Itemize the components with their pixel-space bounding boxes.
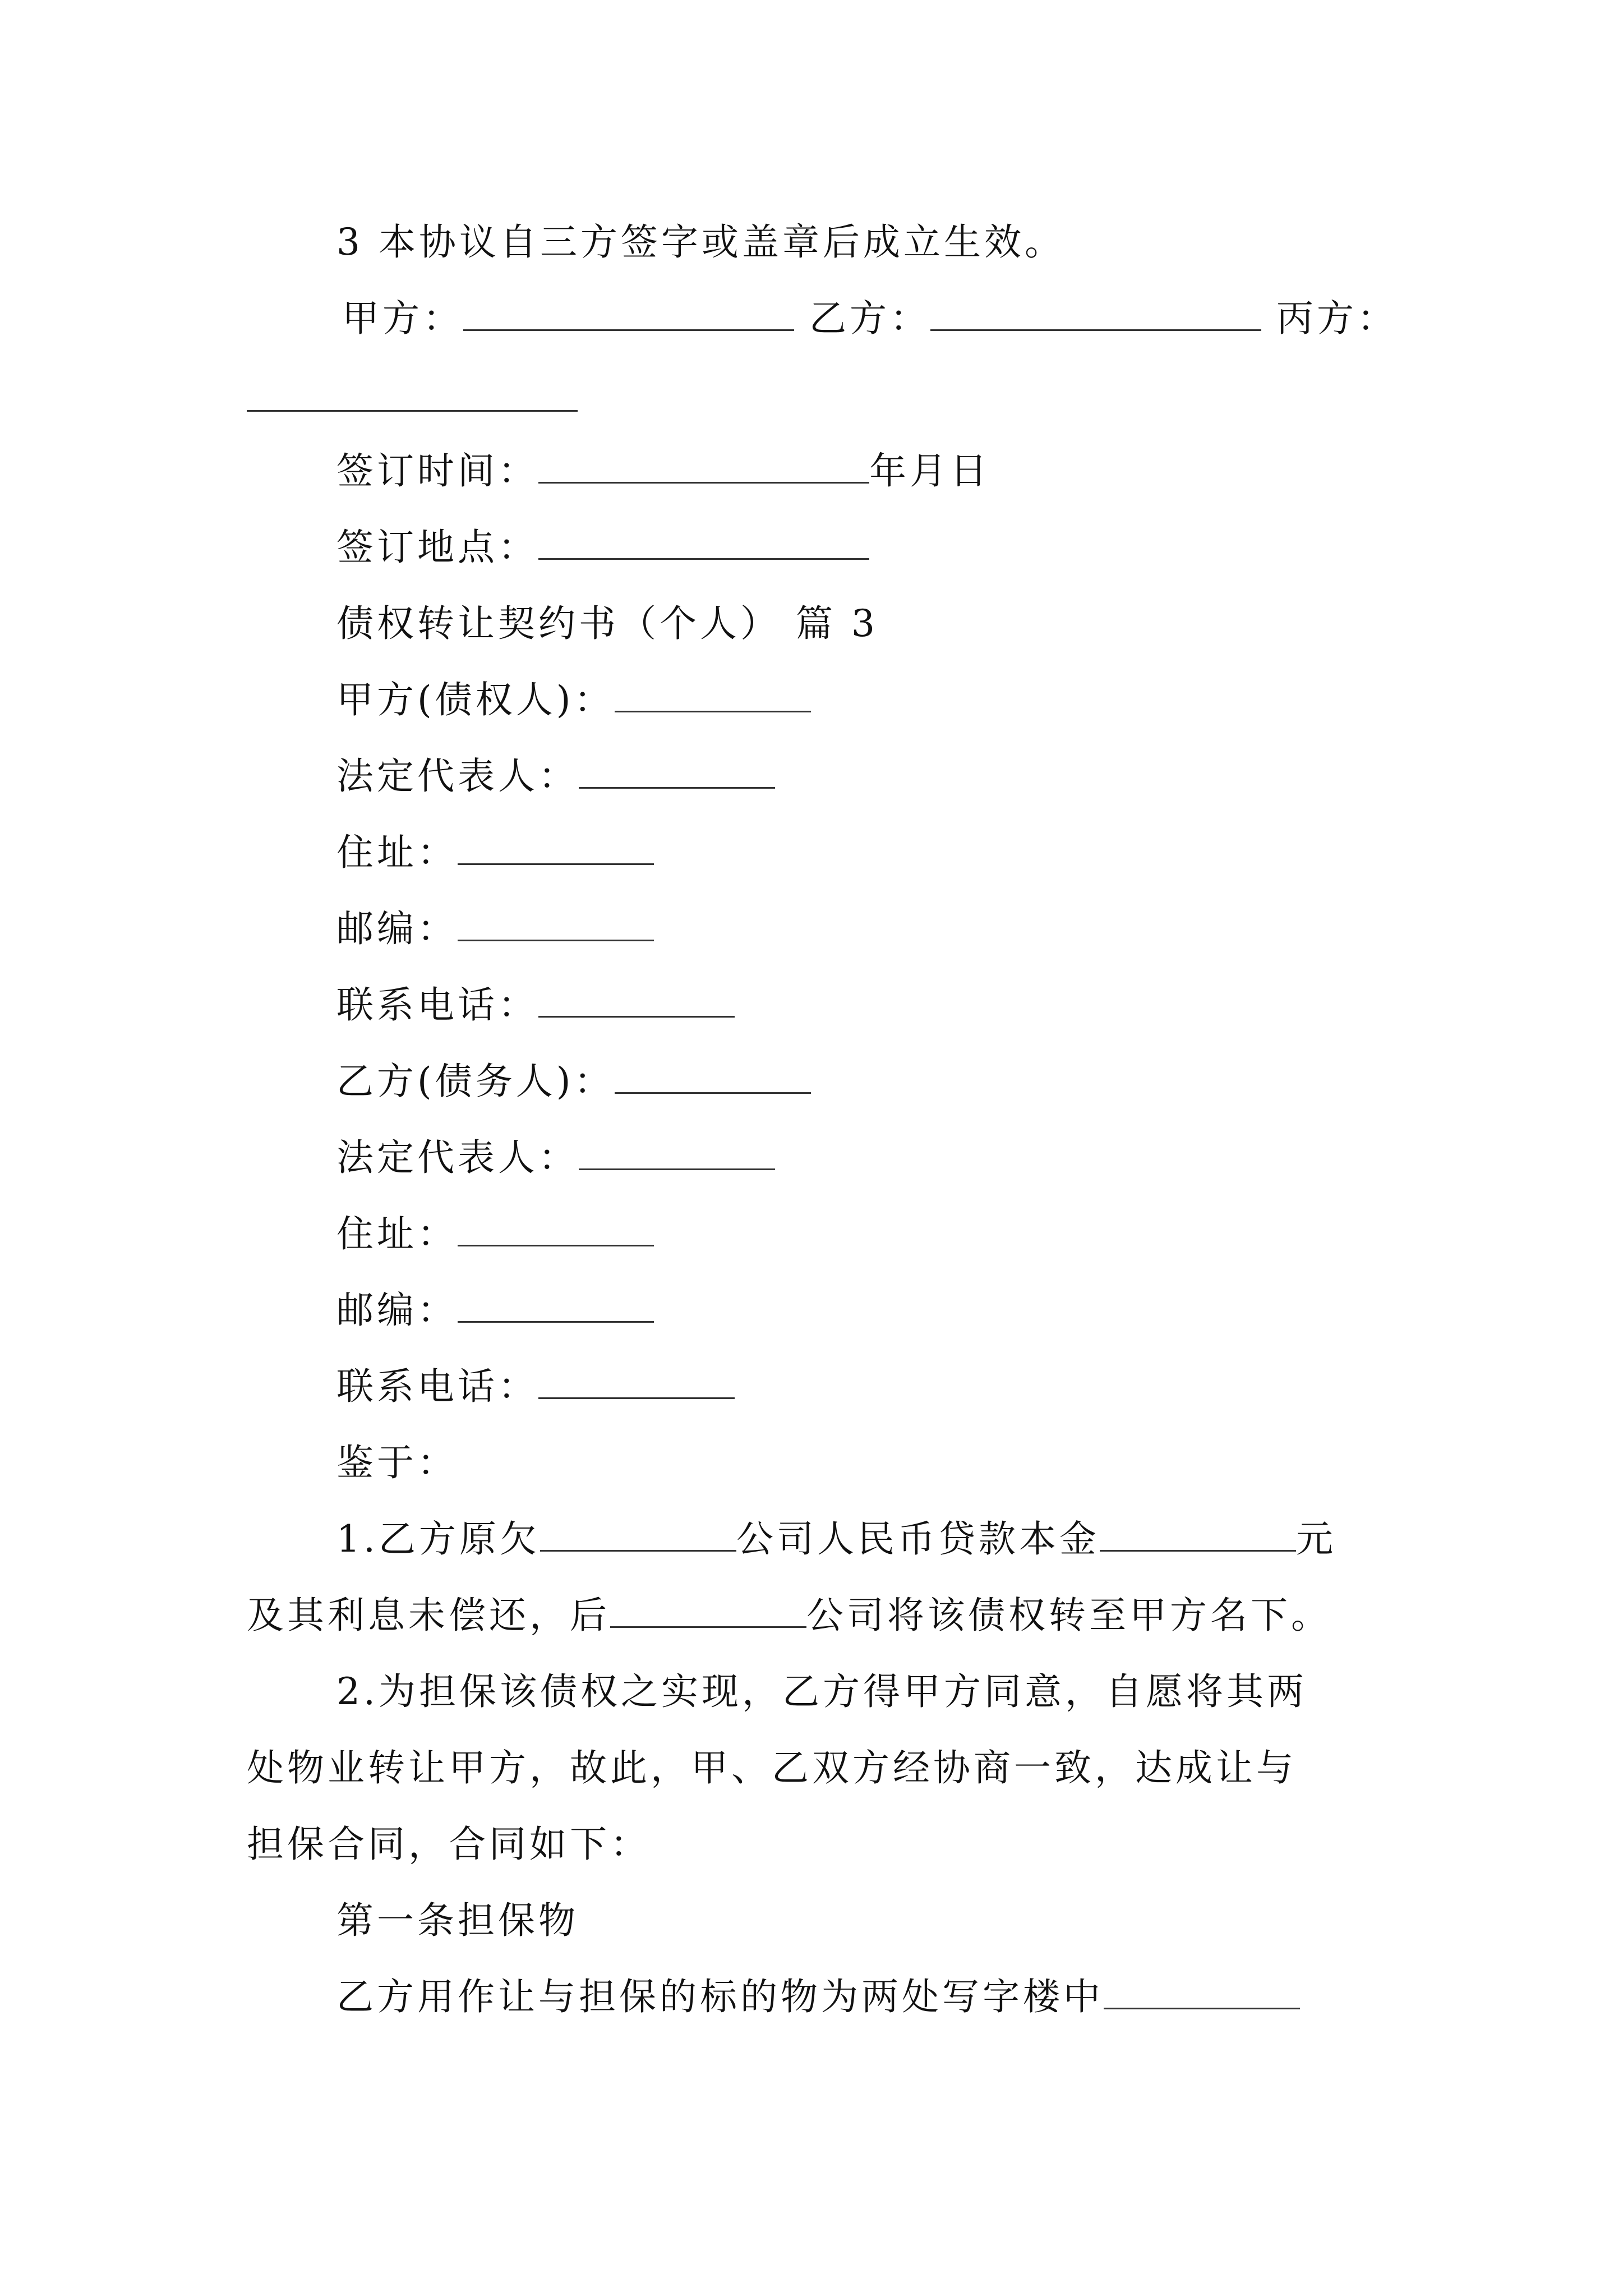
collateral-blank[interactable] (1104, 1976, 1300, 2009)
debtor-representative-blank[interactable] (579, 1137, 775, 1170)
debtor-postcode-line: 邮编： (336, 1288, 654, 1333)
creditor-phone-blank[interactable] (538, 984, 735, 1018)
debtor-address-blank[interactable] (458, 1213, 654, 1246)
principal-amount-blank[interactable] (1100, 1519, 1296, 1552)
creditor-line: 甲方(债权人)： (336, 678, 811, 723)
debtor-address-line: 住址： (336, 1212, 654, 1257)
debtor-postcode-blank[interactable] (458, 1290, 654, 1323)
recital-2-line-3: 担保合同，合同如下： (247, 1823, 651, 1866)
debtor-representative-line: 法定代表人： (336, 1135, 775, 1180)
recital-1-line-2: 及其利息未偿还，后 公司将该债权转至甲方名下。 (247, 1594, 1331, 1637)
whereas-heading: 鉴于： (336, 1441, 458, 1484)
creditor-phone-line: 联系电话： (336, 983, 735, 1028)
signature-line: 甲方： 乙方： 丙方： (342, 297, 1398, 340)
creditor-address-blank[interactable] (458, 832, 654, 865)
creditor-representative-blank[interactable] (579, 756, 775, 789)
creditor-blank[interactable] (615, 679, 811, 712)
recital-2-line-2: 处物业转让甲方，故此，甲、乙双方经协商一致，达成让与 (247, 1746, 1297, 1789)
transferring-company-blank[interactable] (610, 1595, 806, 1628)
signing-date-blank[interactable] (538, 450, 869, 484)
original-lender-blank[interactable] (540, 1519, 736, 1552)
debtor-phone-blank[interactable] (538, 1366, 735, 1399)
recital-2-line-1: 2.为担保该债权之实现，乙方得甲方同意，自愿将其两 (336, 1670, 1307, 1713)
creditor-representative-line: 法定代表人： (336, 754, 775, 799)
creditor-address-line: 住址： (336, 830, 654, 875)
party-c-signature-blank[interactable] (247, 379, 578, 412)
section-title: 债权转让契约书（个人） 篇 3 (336, 602, 878, 645)
party-a-signature-blank[interactable] (463, 298, 794, 331)
article-1-body: 乙方用作让与担保的标的物为两处写字楼中 (336, 1975, 1300, 2019)
debtor-blank[interactable] (615, 1061, 811, 1094)
signing-place-blank[interactable] (538, 527, 869, 560)
party-c-signature-line (247, 377, 578, 422)
signing-place-line: 签订地点： (336, 525, 869, 570)
debtor-line: 乙方(债务人)： (336, 1059, 811, 1104)
creditor-postcode-line: 邮编： (336, 907, 654, 951)
recital-1-line-1: 1.乙方原欠 公司人民币贷款本金 元 (336, 1517, 1336, 1561)
creditor-postcode-blank[interactable] (458, 908, 654, 941)
signing-date-line: 签订时间： 年月日 (336, 449, 990, 493)
effective-clause: 3 本协议自三方签字或盖章后成立生效。 (336, 220, 1065, 264)
debtor-phone-line: 联系电话： (336, 1364, 735, 1409)
article-1-heading: 第一条担保物 (336, 1899, 579, 1942)
party-b-signature-blank[interactable] (930, 298, 1261, 331)
